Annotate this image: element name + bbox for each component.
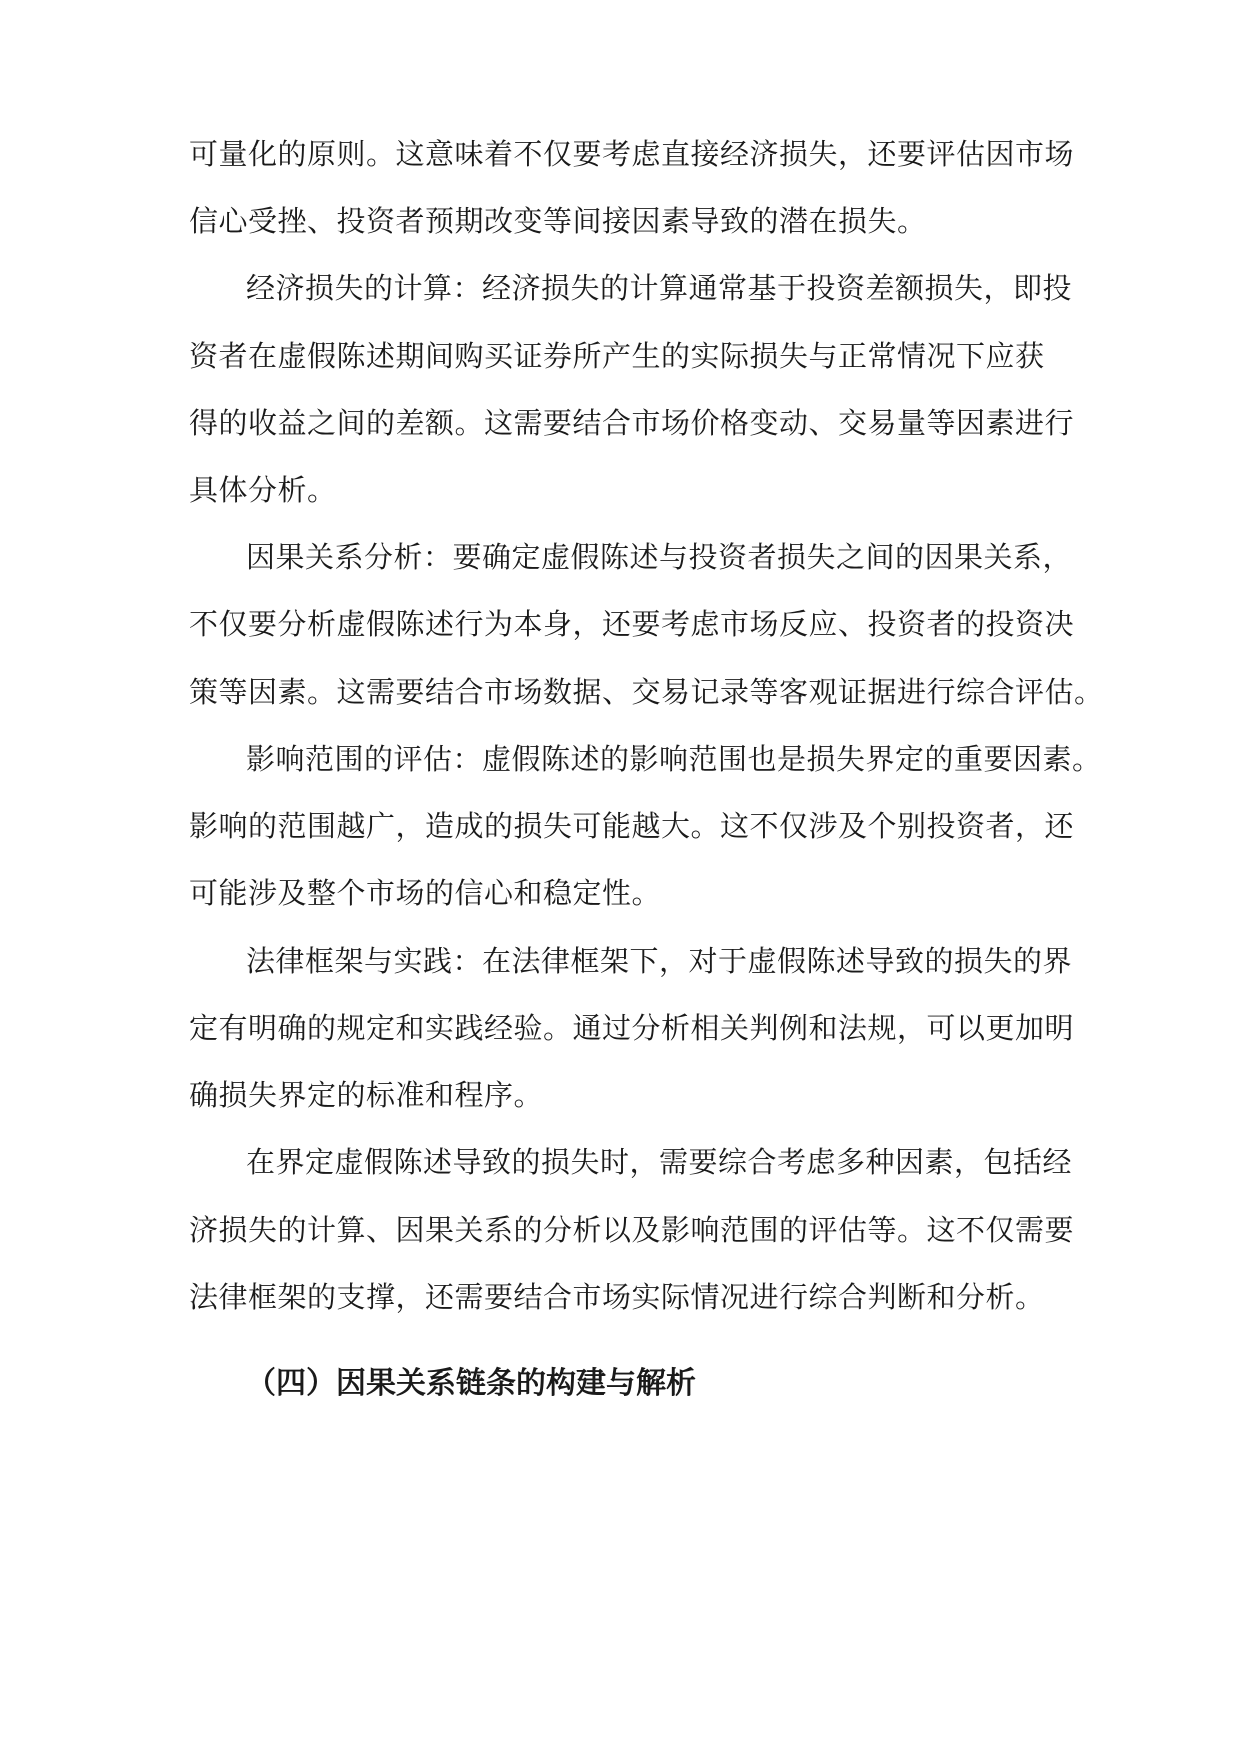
paragraph-1-line-2: 信心受挫、投资者预期改变等间接因素导致的潜在损失。 [189,204,927,238]
paragraph-6-line-3: 法律框架的支撑，还需要结合市场实际情况进行综合判断和分析。 [189,1280,1045,1314]
paragraph-3-line-1: 因果关系分析：要确定虚假陈述与投资者损失之间的因果关系， [246,540,1073,574]
paragraph-2-line-1: 经济损失的计算：经济损失的计算通常基于投资差额损失，即投 [246,271,1073,305]
paragraph-5-line-1: 法律框架与实践：在法律框架下，对于虚假陈述导致的损失的界 [246,944,1073,978]
paragraph-2-line-3: 得的收益之间的差额。这需要结合市场价格变动、交易量等因素进行 [189,406,1075,440]
paragraph-2-line-4: 具体分析。 [189,473,337,507]
paragraph-5-line-2: 定有明确的规定和实践经验。通过分析相关判例和法规，可以更加明 [189,1011,1075,1045]
paragraph-5-line-3: 确损失界定的标准和程序。 [189,1078,544,1112]
paragraph-4-line-1: 影响范围的评估：虚假陈述的影响范围也是损失界定的重要因素。 [246,742,1102,776]
paragraph-3-line-2: 不仅要分析虚假陈述行为本身，还要考虑市场反应、投资者的投资决 [189,607,1075,641]
paragraph-6-line-2: 济损失的计算、因果关系的分析以及影响范围的评估等。这不仅需要 [189,1213,1075,1247]
paragraph-4-line-2: 影响的范围越广，造成的损失可能越大。这不仅涉及个别投资者，还 [189,809,1075,843]
paragraph-4-line-3: 可能涉及整个市场的信心和稳定性。 [189,876,662,910]
section-heading: （四）因果关系链条的构建与解析 [246,1366,696,1401]
paragraph-3-line-3: 策等因素。这需要结合市场数据、交易记录等客观证据进行综合评估。 [189,675,1104,709]
paragraph-6-line-1: 在界定虚假陈述导致的损失时，需要综合考虑多种因素，包括经 [246,1145,1073,1179]
paragraph-1-line-1: 可量化的原则。这意味着不仅要考虑直接经济损失，还要评估因市场 [189,137,1075,171]
paragraph-2-line-2: 资者在虚假陈述期间购买证券所产生的实际损失与正常情况下应获 [189,339,1045,373]
